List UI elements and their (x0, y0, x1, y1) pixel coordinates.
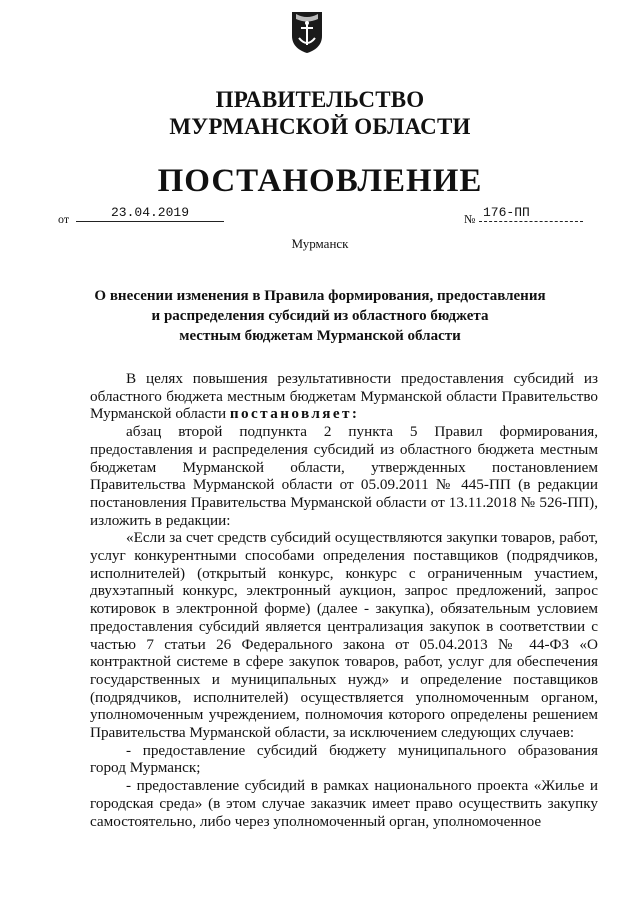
document-number: 176-ПП (479, 205, 583, 222)
number-label: № (464, 212, 476, 226)
government-title-line1: ПРАВИТЕЛЬСТВО (215, 87, 425, 112)
paragraph-amendment: абзац второй подпункта 2 пункта 5 Правил формирования, предоставления и распределения субсидий из областного бюджета местным бюджетам Мурманской области, утвержденных постановлением Правительства Мурманской области от 05.09.2011 № 445-ПП (в редакции постановления Правительства Мурманской области от 13.11.2018 № 526-ПП), изложить в редакции: (90, 423, 598, 529)
paragraph-exception-2: - предоставление субсидий в рамках национального проекта «Жилье и городская среда» (в этом случае заказчик имеет право осуществить закупку самостоятельно, либо через уполномоченный орган, уполномоченное (90, 777, 598, 830)
document-subject (60, 286, 580, 346)
paragraph-exception-1: - предоставление субсидий бюджету муниципального образования город Мурманск; (90, 741, 598, 777)
document-date: 23.04.2019 (76, 205, 224, 222)
paragraph-new-wording: «Если за счет средств субсидий осуществляются закупки товаров, работ, услуг конкурентными способами определения поставщиков (подрядчиков, исполнителей) (открытый конкурс, конкурс с ограниченным участием, двухэтапный конкурс, электронный аукцион, запрос предложений, запрос котировок в электронной форме) (далее - закупка), обязательным условием предоставления субсидий является централизация закупок в соответствии с частью 7 статьи 26 Федерального закона от 05.04.2013 № 44-ФЗ «О контрактной системе в сфере закупок товаров, работ, услуг для обеспечения государственных и муниципальных нужд» и определение поставщиков (подрядчиков, исполнителей) осуществляется уполномоченным органом, уполномоченным учреждением, полномочия которого определены решением Правительства Мурманской области, за исключением следующих случаев: (90, 529, 598, 742)
city-name: Мурманск (291, 236, 349, 251)
government-title (0, 86, 640, 140)
murmansk-coat-of-arms-icon (290, 10, 324, 54)
subject-line2: и распределения субсидий из областного бюджета (151, 308, 489, 324)
document-body (90, 370, 598, 830)
subject-line1: О внесении изменения в Правила формирования, предоставления (94, 288, 546, 304)
government-title-line2: МУРМАНСКОЙ ОБЛАСТИ (169, 114, 471, 139)
date-number-row (58, 205, 588, 229)
document-type-title: ПОСТАНОВЛЕНИЕ (157, 163, 483, 199)
preamble-text: В целях повышения результативности предоставления субсидий из областного бюджета местным бюджетам Мурманской области Правительство Мурманской области (90, 370, 598, 423)
decree-word: постановляет: (229, 405, 360, 423)
paragraph-preamble (90, 370, 598, 423)
subject-line3: местным бюджетам Мурманской области (179, 328, 461, 344)
date-label: от (58, 212, 70, 226)
